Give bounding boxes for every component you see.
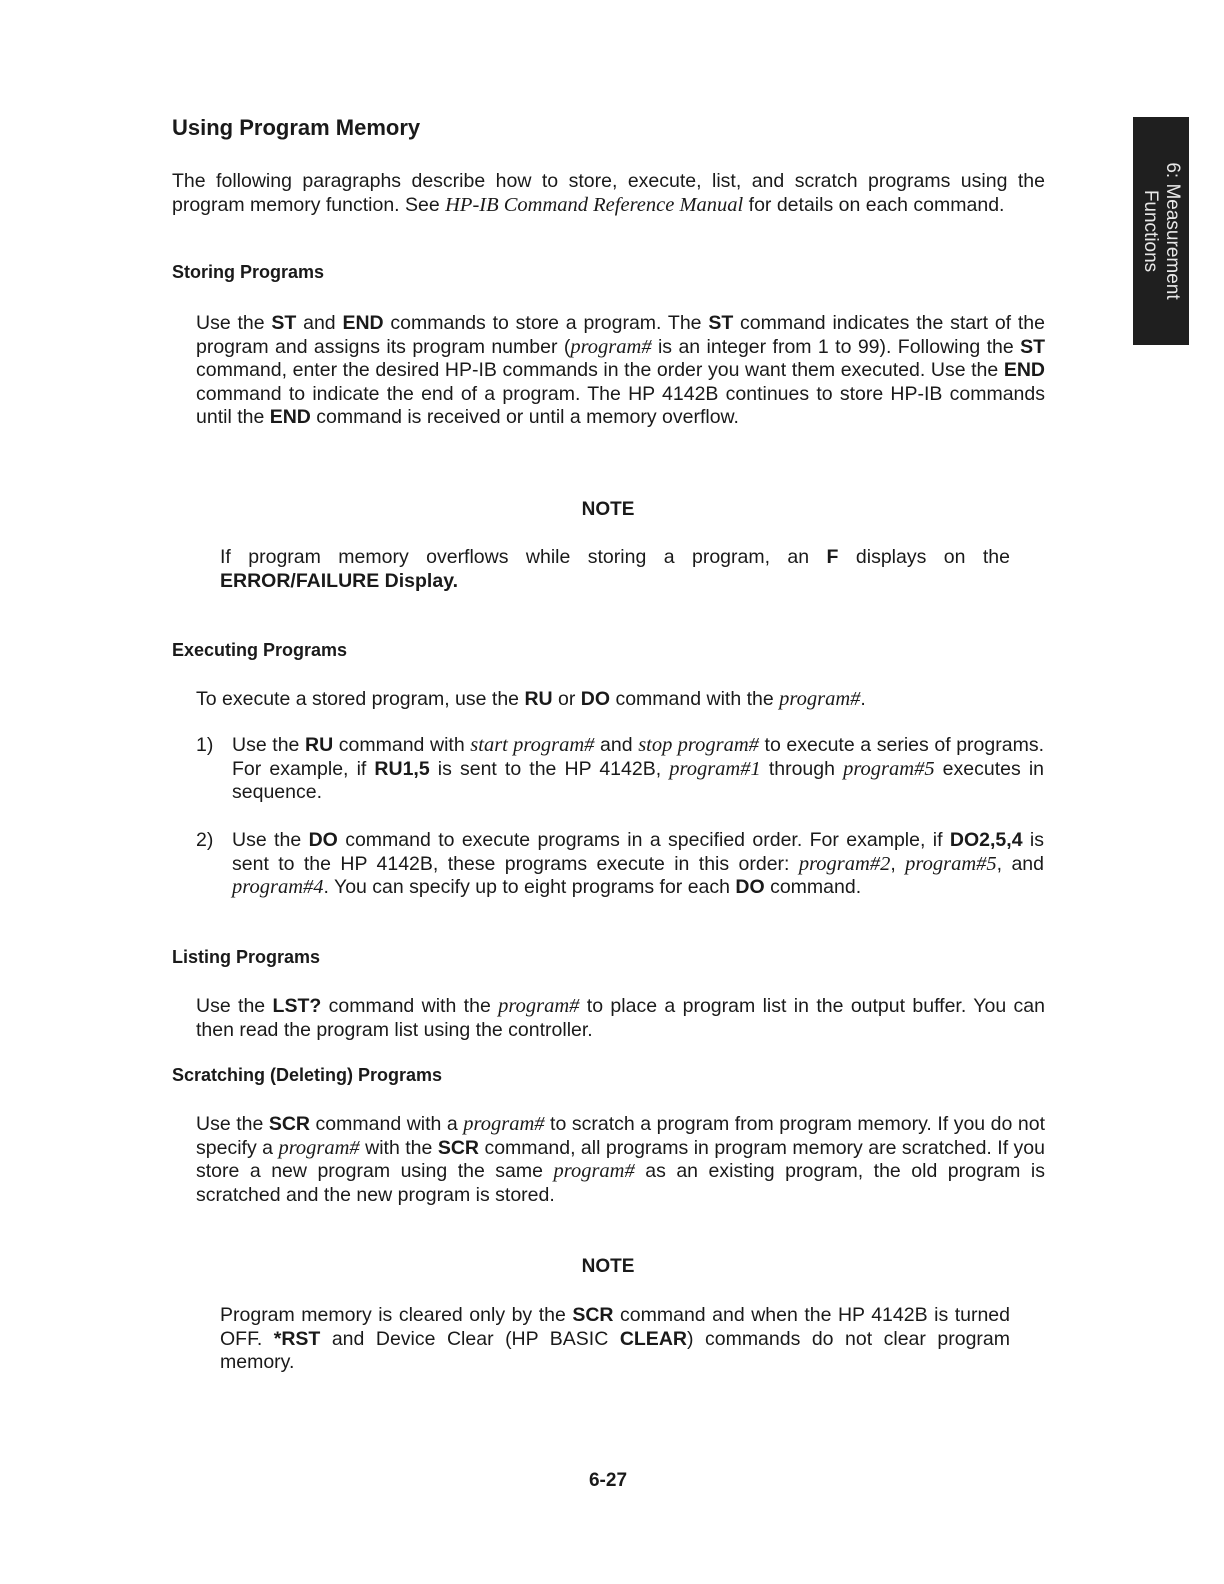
intro-paragraph: The following paragraphs describe how to store, execute, list, and scratch programs using the program memory function. See HP-IB Command Reference Manual for details on each command.: [172, 170, 1045, 216]
chapter-tab: [1133, 117, 1189, 345]
note-label: NOTE: [581, 499, 635, 520]
note-label-2: NOTE: [581, 1256, 635, 1277]
executing-title: Executing Programs: [172, 640, 348, 660]
note-overflow-text: If program memory overflows while storing a program, an F displays on the ERROR/FAILURE Display.: [220, 546, 1010, 592]
note-clear-text: Program memory is cleared only by the SCR command and when the HP 4142B is turned OFF. *RST and Device Clear (HP BASIC CLEAR) commands do not clear program memory.: [220, 1304, 1010, 1373]
listing-paragraph: Use the LST? command with the program# to place a program list in the output buffer. You can then read the program list using the controller.: [196, 995, 1045, 1041]
scratching-title: Scratching (Deleting) Programs: [172, 1065, 443, 1085]
section-title: Using Program Memory: [172, 115, 421, 140]
scratching-paragraph: Use the SCR command with a program# to scratch a program from program memory. If you do not specify a program# with the SCR command, all programs in program memory are scratched. If you store a new program using the same program# as an existing program, the old program is scratched and the new program is stored.: [196, 1113, 1046, 1206]
storing-title: Storing Programs: [172, 262, 325, 282]
listing-title: Listing Programs: [172, 947, 321, 967]
storing-paragraph: Use the ST and END commands to store a program. The ST command indicates the start of the program and assigns its program number (program# is an integer from 1 to 99). Following the ST command, enter the desired HP-IB commands in the order you want them executed. Use the END command to indicate the end of a program. The HP 4142B continues to store HP-IB commands until the END command is received or until a memory overflow.: [196, 312, 1045, 428]
list-item-number: 2): [196, 829, 214, 851]
chapter-tab-line1: 6: Measurement: [1162, 162, 1183, 300]
chapter-tab-label: [1133, 117, 1189, 345]
list-item-text: Use the RU command with start program# and stop program# to execute a series of programs. For example, if RU1,5 is sent to the HP 4142B, program#1 through program#5 executes in sequence.: [232, 734, 1044, 803]
list-item-text: Use the DO command to execute programs in a specified order. For example, if DO2,5,4 is sent to the HP 4142B, these programs execute in this order: program#2, program#5, and program#4. You can specify up to eight programs for each DO command.: [232, 829, 1045, 898]
list-item-number: 1): [196, 734, 214, 756]
chapter-tab-line2: Functions: [1140, 189, 1161, 273]
manual-reference: HP-IB Command Reference Manual: [445, 193, 744, 216]
page-number: 6-27: [588, 1470, 628, 1491]
executing-paragraph: To execute a stored program, use the RU or DO command with the program#.: [196, 688, 866, 710]
